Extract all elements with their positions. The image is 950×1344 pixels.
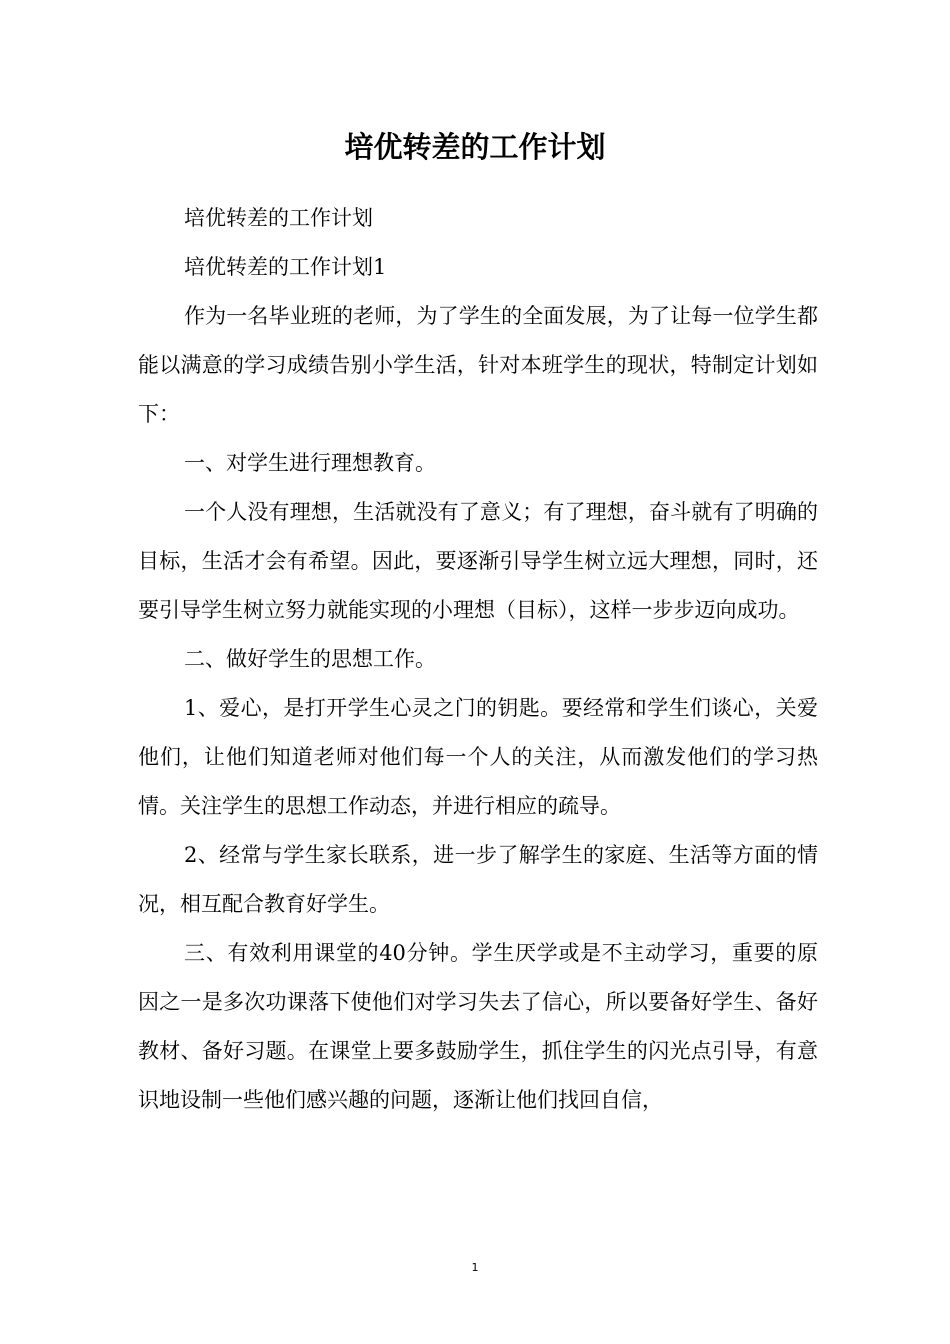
- paragraph-section-one-body: 一个人没有理想，生活就没有了意义；有了理想，奋斗就有了明确的目标，生活才会有希望。因此，要逐渐引导学生树立远大理想，同时，还要引导学生树立努力就能实现的小理想（目标），这样一步步迈向成功。: [138, 500, 818, 622]
- paragraph-section-one-heading: 一、对学生进行理想教育。: [184, 451, 436, 475]
- paragraph-item-two: 2、经常与学生家长联系，进一步了解学生的家庭、生活等方面的情况，相互配合教育好学生。: [138, 843, 818, 916]
- paragraph-section-three: 三、有效利用课堂的40分钟。学生厌学或是不主动学习，重要的原因之一是多次功课落下使他们对学习失去了信心，所以要备好学生、备好教材、备好习题。在课堂上要多鼓励学生，抓住学生的闪光点引导，有意识地设制一些他们感兴趣的问题，逐渐让他们找回自信，: [138, 941, 818, 1112]
- paragraph-subtitle: 培优转差的工作计划: [184, 206, 373, 230]
- document-title: 培优转差的工作计划: [344, 130, 606, 164]
- paragraph-plan-heading: 培优转差的工作计划1: [184, 255, 387, 279]
- paragraph-item-one: 1、爱心，是打开学生心灵之门的钥匙。要经常和学生们谈心，关爱他们，让他们知道老师对他们每一个人的关注，从而激发他们的学习热情。关注学生的思想工作动态，并进行相应的疏导。: [138, 696, 818, 818]
- document-body: [138, 194, 818, 1125]
- paragraph-section-two-heading: 二、做好学生的思想工作。: [184, 647, 436, 671]
- paragraph-intro: 作为一名毕业班的老师，为了学生的全面发展，为了让每一位学生都能以满意的学习成绩告别小学生活，针对本班学生的现状，特制定计划如下：: [138, 304, 818, 426]
- page-number: 1: [471, 1261, 479, 1274]
